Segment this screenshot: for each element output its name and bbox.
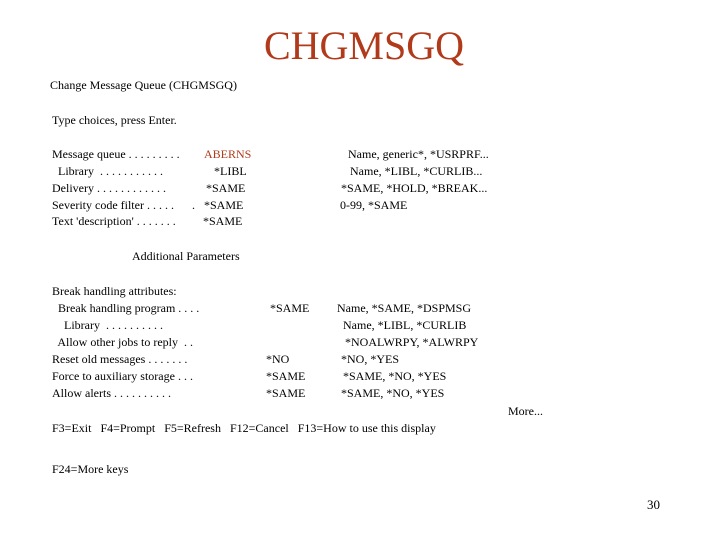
field-value-reset-old[interactable]: *NO [266,352,290,366]
field-hint-delivery: *SAME, *HOLD, *BREAK... [341,181,488,195]
field-label-library: Library . . . . . . . . . . . [52,164,163,178]
slide-title: CHGMSGQ [263,23,465,68]
field-value-break-program[interactable]: *SAME [270,301,310,315]
field-value-severity[interactable]: *SAME [204,198,244,212]
field-hint-break-library: Name, *LIBL, *CURLIB [343,318,467,332]
instruction-text: Type choices, press Enter. [52,113,177,127]
field-value-message-queue[interactable]: ABERNS [204,147,252,161]
field-label-allow-alerts: Allow alerts . . . . . . . . . . [52,386,171,400]
field-value-text-description[interactable]: *SAME [203,214,243,228]
field-hint-message-queue: Name, generic*, *USRPRF... [348,147,489,161]
field-label-text-description: Text 'description' . . . . . . . [52,214,176,228]
field-value-allow-alerts[interactable]: *SAME [266,386,306,400]
severity-dot: . [192,198,195,212]
field-value-delivery[interactable]: *SAME [206,181,246,195]
field-label-delivery: Delivery . . . . . . . . . . . . [52,181,166,195]
field-label-force-aux: Force to auxiliary storage . . . [52,369,193,383]
field-hint-allow-reply: *NOALWRPY, *ALWRPY [345,335,479,349]
screen-title: Change Message Queue (CHGMSGQ) [50,78,237,92]
field-hint-break-program: Name, *SAME, *DSPMSG [337,301,472,315]
field-label-reset-old: Reset old messages . . . . . . . [52,352,188,366]
page-number: 30 [647,497,660,512]
field-hint-reset-old: *NO, *YES [341,352,400,366]
field-label-message-queue: Message queue . . . . . . . . . [52,147,180,161]
field-hint-force-aux: *SAME, *NO, *YES [343,369,447,383]
field-label-break-library: Library . . . . . . . . . . [52,318,163,332]
field-label-severity: Severity code filter . . . . . [52,198,174,212]
break-handling-header: Break handling attributes: [52,284,177,298]
additional-parameters-header: Additional Parameters [132,249,240,263]
field-hint-library: Name, *LIBL, *CURLIB... [350,164,483,178]
field-label-allow-reply: Allow other jobs to reply . . [52,335,193,349]
field-hint-severity: 0-99, *SAME [340,198,408,212]
more-keys[interactable]: F24=More keys [52,462,129,476]
field-value-library[interactable]: *LIBL [214,164,247,178]
field-value-force-aux[interactable]: *SAME [266,369,306,383]
more-indicator: More... [508,404,543,418]
field-label-break-program: Break handling program . . . . [52,301,200,315]
field-hint-allow-alerts: *SAME, *NO, *YES [341,386,445,400]
function-keys[interactable]: F3=Exit F4=Prompt F5=Refresh F12=Cancel F13=How to use this display [52,421,436,435]
